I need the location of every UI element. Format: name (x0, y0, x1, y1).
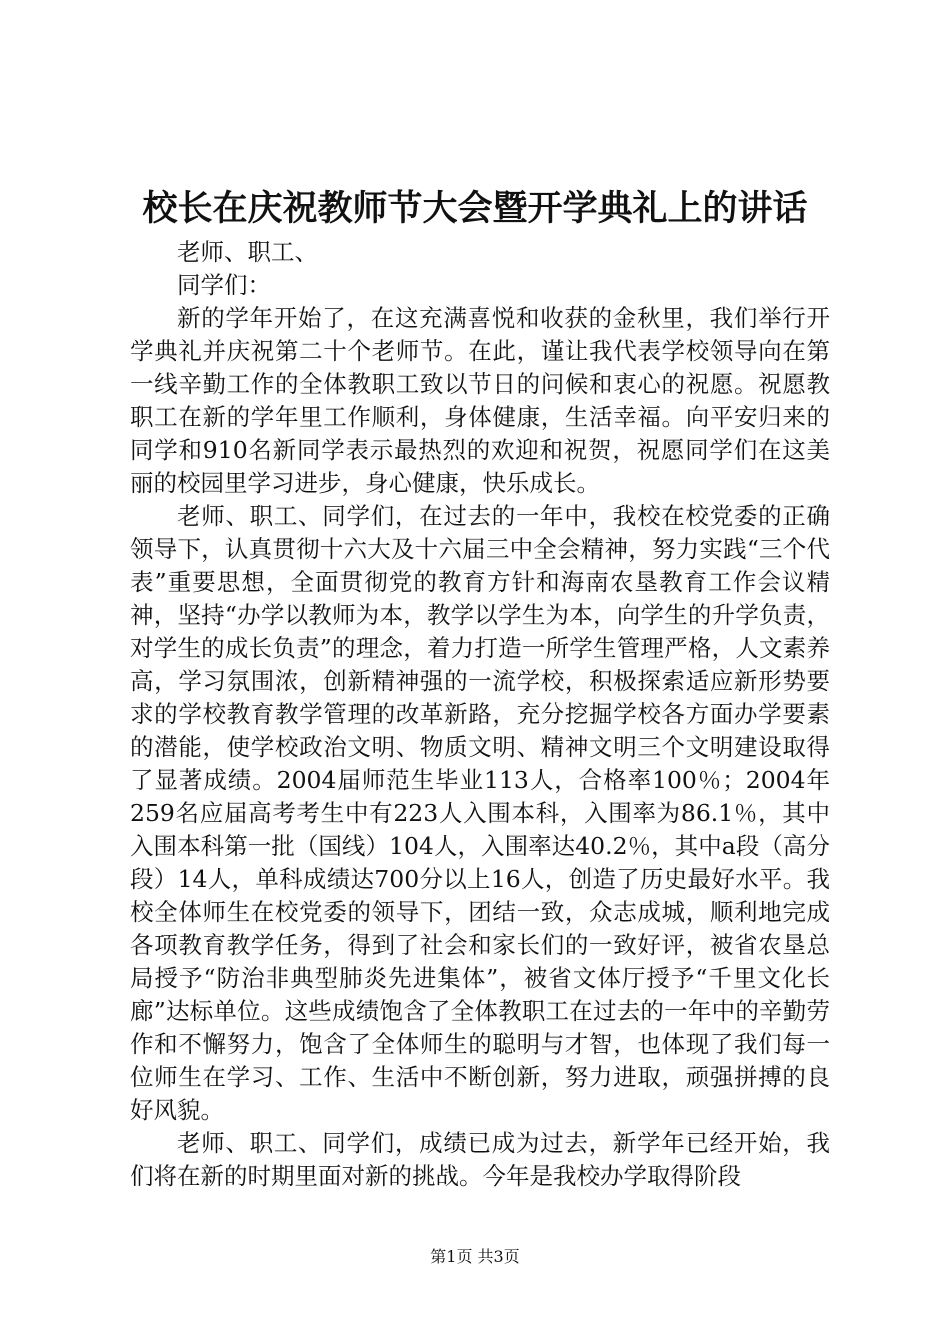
salutation-line: 同学们： (177, 271, 271, 299)
salutation-line: 老师、职工、 (177, 238, 318, 266)
paragraph: 老师、职工、同学们，在过去的一年中，我校在校党委的正确领导下，认真贯彻十六大及十六届三中全会精神，努力实践“三个代表”重要思想，全面贯彻党的教育方针和海南农垦教育工作会议精神，坚持“办学以教师为本，教学以学生为本，向学生的升学负责，对学生的成长负责”的理念，着力打造一所学生管理严格，人文素养高，学习氛围浓，创新精神强的一流学校，积极探索适应新形势要求的学校教育教学管理的改革新路，充分挖掘学校各方面办学要素的潜能，使学校政治文明、物质文明、精神文明三个文明建设取得了显著成绩。2004届师范生毕业113人，合格率100％；2004年259名应届高考考生中有223人入围本科，入围率为86.1％，其中入围本科第一批（国线）104人，入围率达40.2％，其中a段（高分段）14人，单科成绩达700分以上16人，创造了历史最好水平。我校全体师生在校党委的领导下，团结一致，众志成城，顺利地完成各项教育教学任务，得到了社会和家长们的一致好评，被省农垦总局授予“防治非典型肺炎先进集体”，被省文体厅授予“千里文化长廊”达标单位。这些成绩饱含了全体教职工在过去的一年中的辛勤劳作和不懈努力，饱含了全体师生的聪明与才智，也体现了我们每一位师生在学习、工作、生活中不断创新，努力进取，顽强拼搏的良好风貌。 (130, 502, 830, 1124)
paragraph: 老师、职工、同学们，成绩已成为过去，新学年已经开始，我们将在新的时期里面对新的挑战。今年是我校办学取得阶段 (130, 1129, 830, 1190)
document-title: 校长在庆祝教师节大会暨开学典礼上的讲话 (142, 188, 808, 229)
document-body (130, 236, 830, 1193)
page-number-footer: 第1页 共3页 (430, 1247, 520, 1266)
paragraph: 新的学年开始了，在这充满喜悦和收获的金秋里，我们举行开学典礼并庆祝第二十个老师节。在此，谨让我代表学校领导向在第一线辛勤工作的全体教职工致以节日的问候和衷心的祝愿。祝愿教职工在新的学年里工作顺利，身体健康，生活幸福。向平安归来的同学和910名新同学表示最热烈的欢迎和祝贺，祝愿同学们在这美丽的校园里学习进步，身心健康，快乐成长。 (130, 304, 830, 497)
